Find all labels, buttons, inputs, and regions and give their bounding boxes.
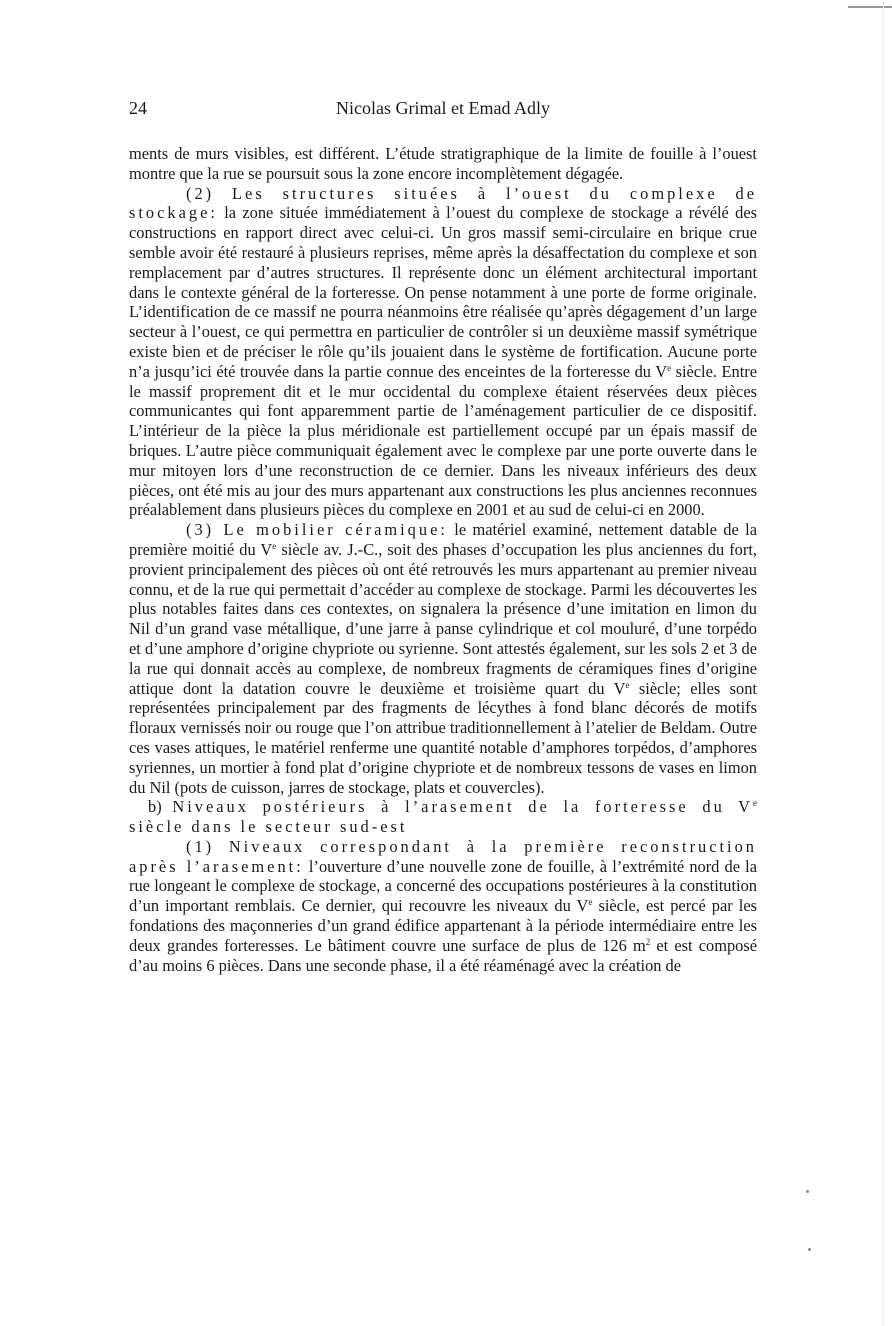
paragraph-text: la zone située immédiatement à l’ouest du complexe de stockage a révélé des constructions en rapport direct avec celui-ci. Un gros massif semi-circulaire en brique crue semble avoir été restauré à plusieurs reprises, même après la désaffectation du complexe et son remplacement par d’autres structures. Il représente donc un élément architectural important dans le contexte général de la forteresse. On pense notamment à une porte de forme originale. L’identification de ce massif ne pourra néanmoins être réalisée qu’après dégagement d’un large secteur à l’ouest, ce qui permettra en particulier de contrôler si un deuxième massif symétrique existe bien et de préciser le rôle qu’ils jouaient dans le système de fortification. Aucune porte n’a jusqu’ici été trouvée dans la partie connue des enceintes de la forteresse du V	[129, 203, 757, 381]
section-heading: (2) Les structures situées à l’ouest du complexe de stockage:	[129, 183, 757, 223]
paragraph-text: le matériel examiné, nettement datable de la première moitié du V	[129, 520, 757, 559]
running-head	[129, 96, 757, 120]
paragraph-text: siècle; elles sont représentées principalement par des fragments de lécythes à fond blanc décorés de motifs floraux vernissés noir ou rouge que l’on attribue traditionnellement à l’atelier de Beldam. Outre ces vases attiques, le matériel renferme une quantité notable d’amphores torpédos, d’amphores syriennes, un mortier à fond plat d’origine chypriote et de nombreux tessons de vases en limon du Nil (pots de cuisson, jarres de stockage, plats et couvercles).	[129, 678, 757, 797]
superscript: e	[272, 540, 277, 551]
paragraph-mobilier-ceramique	[129, 520, 757, 797]
paragraph-text: siècle, est percé par les fondations des maçonneries d’un grand édifice appartenant à la période intermédiaire entre les deux grandes forteresses. Le bâtiment couvre une surface de plus de 126 m	[129, 896, 757, 955]
subsection-marker: b)	[148, 797, 173, 817]
section-heading: siècle dans le secteur sud-est	[129, 817, 408, 837]
scan-speck	[806, 1190, 809, 1193]
section-heading: (3) Le mobilier céramique:	[186, 520, 448, 540]
paragraph-continuation	[129, 144, 757, 184]
superscript: e	[625, 679, 630, 690]
paragraph-text: siècle av. J.-C., soit des phases d’occupation les plus anciennes du fort, provient principalement des pièces où ont été retrouvés les murs appartenant au premier niveau connu, et de la rue qui permettait d’accéder au complexe de stockage. Parmi les découvertes les plus notables faites dans ces contextes, on signalera la présence d’une imitation en limon du Nil d’un grand vase métallique, d’une jarre à panse cylindrique et col mouluré, d’une torpédo et d’une amphore d’origine chypriote ou syrienne. Sont attestés également, sur les sols 2 et 3 de la rue qui donnait accès au complexe, de nombreux fragments de céramiques fines d’origine attique dont la datation couvre le deuxième et troisième quart du V	[129, 539, 757, 698]
superscript: e	[588, 897, 593, 908]
subsection-heading-b	[129, 797, 757, 837]
superscript: e	[667, 362, 672, 373]
paragraph-text: et est composé d’au moins 6 pièces. Dans une seconde phase, il a été réaménagé avec la création de	[129, 935, 758, 975]
superscript: e	[753, 798, 757, 809]
page-number: 24	[129, 98, 147, 118]
scan-edge-mark	[848, 6, 892, 8]
section-heading: Niveaux postérieurs à l’arasement de la forteresse du V	[172, 797, 753, 817]
scan-speck	[808, 1248, 811, 1251]
scan-edge-shadow	[883, 0, 884, 1326]
paragraph-premiere-reconstruction	[129, 837, 757, 976]
paragraph-structures-ouest	[129, 184, 757, 521]
paragraph-text: l’ouverture d’une nouvelle zone de fouille, à l’extrémité nord de la rue longeant le complexe de stockage, a concerné des occupations postérieures à la constitution d’un important remblais. Ce dernier, qui recouvre les niveaux du V	[129, 856, 757, 916]
paragraph-text: ments de murs visibles, est différent. L’étude stratigraphique de la limite de fouille à l’ouest montre que la rue se poursuit sous la zone encore incomplètement dégagée.	[129, 144, 757, 183]
paragraph-text: siècle. Entre le massif proprement dit et le mur occidental du complexe étaient réservées deux pièces communicantes qui font apparemment partie de l’aménagement particulier de ce dispositif. L’intérieur de la pièce la plus méridionale est partiellement occupé par un épais massif de briques. L’autre pièce communiquait également avec le complexe par une porte ouverte dans le mur mitoyen lors d’une reconstruction de ce dernier. Dans les niveaux inférieurs des deux pièces, ont été mis au jour des murs appartenant aux constructions les plus anciennes reconnues préalablement dans plusieurs pièces du complexe en 2001 et au sud de celui-ci en 2000.	[129, 361, 757, 520]
body-text	[129, 144, 757, 975]
superscript: 2	[645, 936, 651, 947]
running-head-authors: Nicolas Grimal et Emad Adly	[336, 98, 550, 118]
section-heading: (1) Niveaux correspondant à la première reconstruction après l’arasement:	[129, 836, 757, 876]
